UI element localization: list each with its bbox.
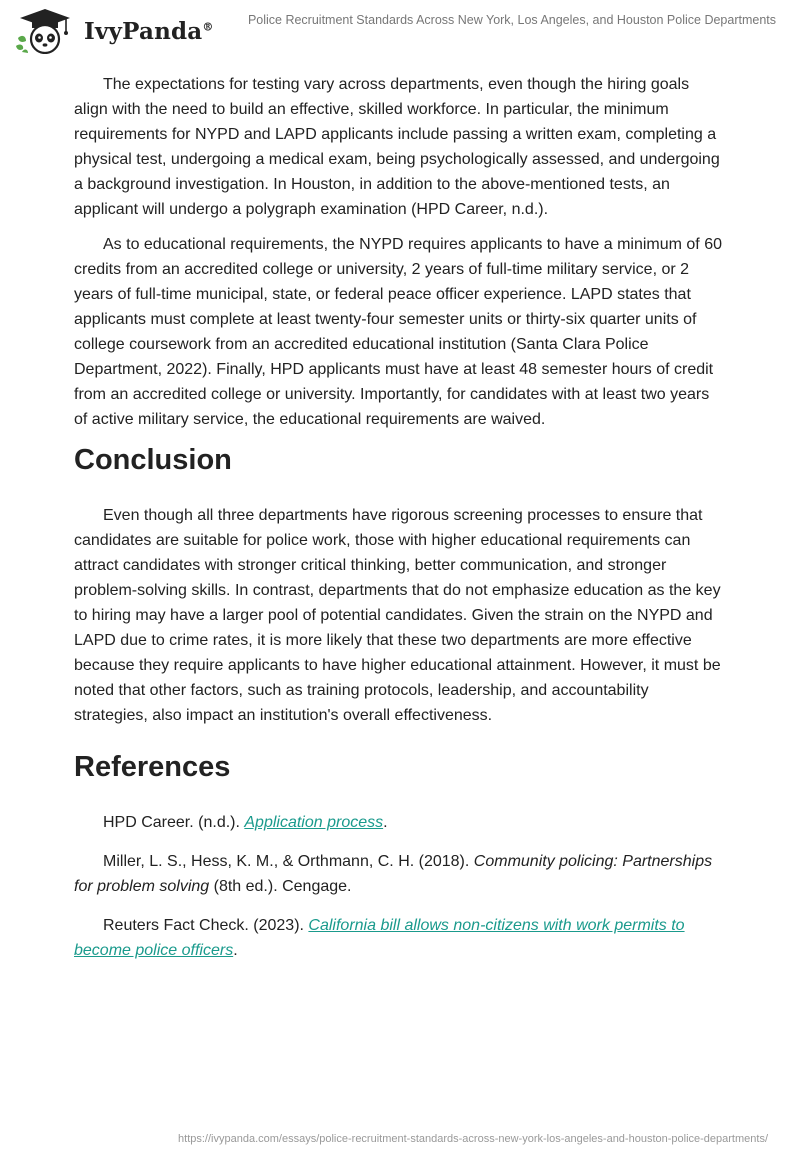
conclusion-paragraph: Even though all three departments have rigorous screening processes to ensure that candidates are suitable for police work, those with higher educational requirements can attract candidates with stronger critical thinking, better communication, and stronger problem-solving skills. In contrast, departments that do not emphasize education as the key to hiring may have a larger pool of potential candidates. Given the strain on the NYPD and LAPD due to crime rates, it is more likely that these two departments are more effective because they require applicants to have higher educational attainment. However, it must be noted that other factors, such as training protocols, leadership, and accountability strategies, also impact an institution's overall effectiveness. bbox=[74, 507, 721, 724]
document-title: Police Recruitment Standards Across New York, Los Angeles, and Houston Police Departments bbox=[247, 13, 776, 27]
panda-graduate-icon bbox=[14, 8, 76, 54]
reference-title: Community policing: Partnerships for problem solving bbox=[74, 853, 713, 895]
conclusion-heading: Conclusion bbox=[74, 444, 232, 476]
reference-item: Reuters Fact Check. (2023). California bill allows non-citizens with work permits to become police officers. bbox=[74, 917, 685, 959]
reference-item: HPD Career. (n.d.). Application process. bbox=[103, 814, 388, 831]
references-heading: References bbox=[74, 751, 231, 783]
page-header bbox=[0, 0, 800, 60]
body-paragraph: As to educational requirements, the NYPD requires applicants to have a minimum of 60 credits from an accredited college or university, 2 years of full-time military service, or 2 years of full-time municipal, state, or federal peace officer experience. LAPD states that applicants must complete at least twenty-four semester units or thirty-six quarter units of college coursework from an accredited educational institution (Santa Clara Police Department, 2022). Finally, HPD applicants must have at least 48 semester hours of credit from an accredited college or university. Importantly, for candidates with at least two years of active military service, the educational requirements are waived. bbox=[74, 236, 722, 428]
brand-name: IvyPanda® bbox=[84, 18, 214, 45]
page-url-footer: https://ivypanda.com/essays/police-recruitment-standards-across-new-york-los-angeles-and-houston-police-departments/ bbox=[178, 1133, 768, 1145]
reference-item: Miller, L. S., Hess, K. M., & Orthmann, C. H. (2018). Community policing: Partnerships for problem solving (8th ed.). Cengage. bbox=[74, 853, 713, 895]
reference-link[interactable]: Application process bbox=[244, 814, 384, 831]
body-paragraph: The expectations for testing vary across departments, even though the hiring goals align with the need to build an effective, skilled workforce. In particular, the minimum requirements for NYPD and LAPD applicants include passing a written exam, completing a physical test, undergoing a medical exam, being psychologically assessed, and undergoing a background investigation. In Houston, in addition to the above-mentioned tests, an applicant will undergo a polygraph examination (HPD Career, n.d.). bbox=[74, 76, 720, 218]
reference-link[interactable]: California bill allows non-citizens with work permits to become police officers bbox=[74, 917, 685, 959]
essay-content bbox=[74, 72, 724, 977]
ivypanda-logo[interactable] bbox=[14, 8, 214, 58]
